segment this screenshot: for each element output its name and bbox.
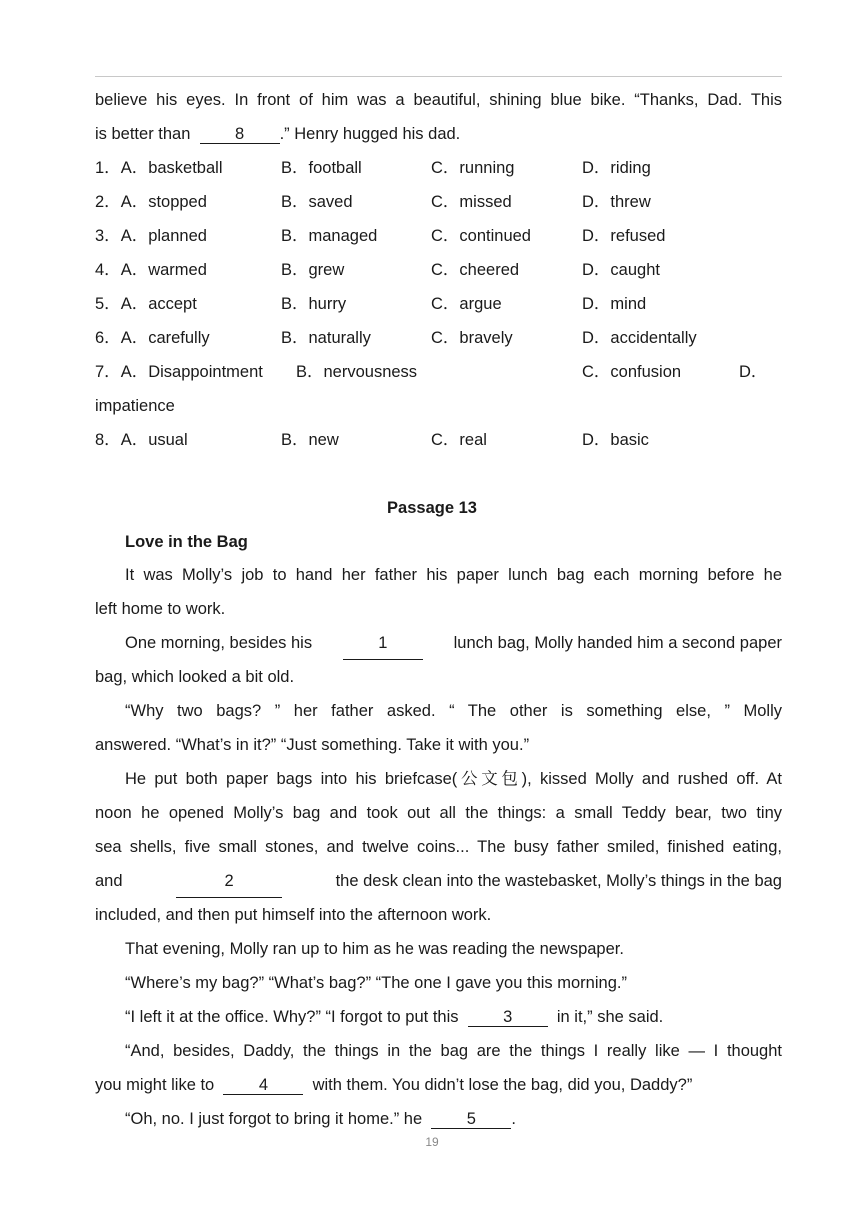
text-line: sea shells, five small stones, and twelve coins... The busy father smiled, finished eating, — [95, 838, 782, 856]
text-line: noon he opened Molly’s bag and took out all the things: a small Teddy bear, two tiny — [95, 804, 782, 822]
option-c: C．running — [431, 159, 515, 177]
option-d: D．threw — [582, 193, 651, 211]
text-line: “And, besides, Daddy, the things in the bag are the things I really like — I thought — [125, 1042, 782, 1060]
option-b: B．hurry — [281, 295, 347, 313]
answer-blank: 5 — [431, 1110, 511, 1129]
option-b: B．football — [281, 159, 362, 177]
option-b: B．new — [281, 431, 339, 449]
text-line: “I left it at the office. Why?” “I forgot to put this 3 in it,” she said. — [125, 1008, 664, 1026]
option-d: D．caught — [582, 261, 660, 279]
text-line: included, and then put himself into the afternoon work. — [95, 906, 492, 924]
option-row: 6．A．carefully — [95, 329, 210, 347]
option-b: B．nervousness — [296, 363, 418, 381]
text-line: One morning, besides his 1 lunch bag, Molly handed him a second paper — [125, 626, 782, 660]
answer-blank: 8 — [200, 125, 280, 144]
option-c: C．confusion — [582, 363, 682, 381]
option-d: D．riding — [582, 159, 651, 177]
header-rule — [95, 76, 782, 77]
text-line: “Where’s my bag?” “What’s bag?” “The one I gave you this morning.” — [125, 974, 627, 992]
text-line: left home to work. — [95, 600, 226, 618]
passage-heading: Passage 13 — [387, 499, 477, 517]
option-row: 5．A．accept — [95, 295, 197, 313]
option-c: C．continued — [431, 227, 531, 245]
option-c: C．bravely — [431, 329, 513, 347]
option-b: B．saved — [281, 193, 353, 211]
option-b: B．managed — [281, 227, 378, 245]
option-b: B．naturally — [281, 329, 371, 347]
option-row: 2．A．stopped — [95, 193, 207, 211]
answer-blank: 1 — [343, 634, 423, 660]
option-d: D．basic — [582, 431, 649, 449]
answer-blank: 3 — [468, 1008, 548, 1027]
option-c: C．argue — [431, 295, 502, 313]
text-line: “Why two bags? ” her father asked. “ The other is something else, ” Molly — [125, 702, 782, 720]
option-b: B．grew — [281, 261, 345, 279]
option-d: D．refused — [582, 227, 666, 245]
answer-blank: 4 — [223, 1076, 303, 1095]
text-line: It was Molly’s job to hand her father his paper lunch bag each morning before he — [125, 566, 782, 584]
text-line: is better than 8 .” Henry hugged his dad. — [95, 125, 461, 143]
option-d: D． — [739, 363, 768, 381]
option-row: 7．A．Disappointment — [95, 363, 263, 381]
text-line: and 2 the desk clean into the wastebasket, Molly’s things in the bag — [95, 864, 782, 898]
text-line: bag, which looked a bit old. — [95, 668, 295, 686]
answer-blank: 2 — [176, 872, 282, 898]
text-line: you might like to 4 with them. You didn’t lose the bag, did you, Daddy?” — [95, 1076, 693, 1094]
text-line: believe his eyes. In front of him was a beautiful, shining blue bike. “Thanks, Dad. This — [95, 91, 782, 109]
option-c: C．cheered — [431, 261, 520, 279]
option-d: D．mind — [582, 295, 647, 313]
option-d: D．accidentally — [582, 329, 697, 347]
text-line: He put both paper bags into his briefcase(公文包), kissed Molly and rushed off. At — [125, 770, 782, 788]
text-line: answered. “What’s in it?” “Just something. Take it with you.” — [95, 736, 530, 754]
option-d-wrap: impatience — [95, 397, 175, 415]
page-number: 19 — [425, 1135, 439, 1149]
option-row: 8．A．usual — [95, 431, 188, 449]
option-row: 3．A．planned — [95, 227, 207, 245]
option-c: C．missed — [431, 193, 512, 211]
text-line: That evening, Molly ran up to him as he was reading the newspaper. — [125, 940, 624, 958]
text-line: “Oh, no. I just forgot to bring it home.” he 5 . — [125, 1110, 516, 1128]
option-row: 4．A．warmed — [95, 261, 207, 279]
option-c: C．real — [431, 431, 487, 449]
option-row: 1．A．basketball — [95, 159, 223, 177]
passage-title: Love in the Bag — [125, 533, 248, 551]
